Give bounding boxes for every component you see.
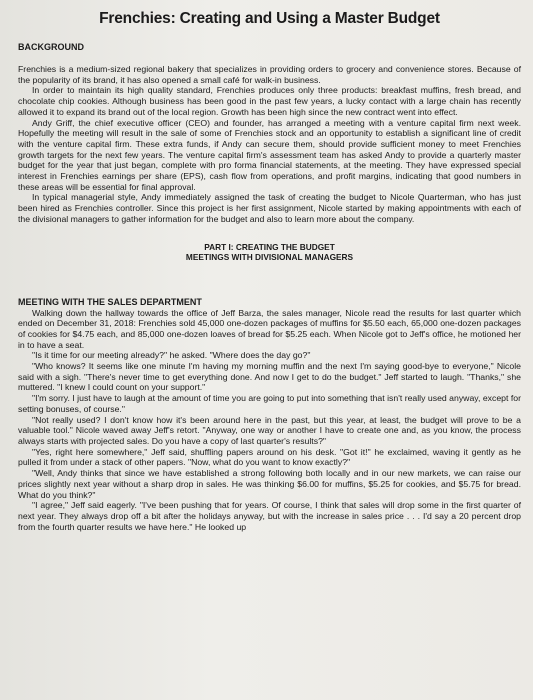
part-subtitle: MEETINGS WITH DIVISIONAL MANAGERS [185,252,354,263]
background-paragraph: Frenchies is a medium-sized regional bakery that specializes in providing orders to grocery and convenience stores. Because of the popularity of its brand, it has also opened a small café for walk-in business. [18,64,521,85]
sales-paragraph: "Well, Andy thinks that since we have established a strong following both locally and in our new markets, we can raise our prices slightly next year without a sharp drop in sales. He was thinking $6.00 for muffins, $5.25 for cookies, and $5.75 for bread. What do you think?" [18,468,521,500]
part-heading [18,242,521,263]
sales-paragraph: "Is it time for our meeting already?" he asked. "Where does the day go?" [32,350,311,361]
background-heading: BACKGROUND [18,42,84,52]
sales-paragraph: "I agree," Jeff said eagerly. "I've been pushing that for years. Of course, I think that sales will drop some in the first quarter of next year. They always drop off a bit after the holidays anyway, but with the increase in sales price . . . I'd say a 20 percent drop from the fourth quarter results we have here." He looked up [18,500,521,532]
sales-paragraph: Walking down the hallway towards the office of Jeff Barza, the sales manager, Nicole read the results for last quarter which ended on December 31, 2018: Frenchies sold 45,000 one-dozen packages of muffins for $5.50 each, 65,000 one-dozen packages of cookies for $4.75 each, and 85,000 one-dozen loaves of bread for $5.25 each. When Nicole got to Jeff's office, he motioned her in to have a seat. [18,307,521,350]
page-title: Frenchies: Creating and Using a Master Budget [99,10,440,27]
sales-meeting-heading: MEETING WITH THE SALES DEPARTMENT [18,296,202,307]
background-paragraph: In order to maintain its high quality standard, Frenchies produces only three products: breakfast muffins, fresh bread, and chocolate chip cookies. Although business has been good in the past few years, a lucky contact with a large chain has recently allowed it to expand its brand out of the local region. Growth has been high since the new contract went into effect. [18,85,521,117]
background-paragraph: Andy Griff, the chief executive officer (CEO) and founder, has arranged a meeting with a venture capital firm next week. Hopefully the meeting will result in the sale of some of Frenchies stock and an opportunity to establish a significant line of credit with the venture capital firm. These extra funds, if Andy can secure them, should provide sufficient money to meet Frenchies growth targets for the next few years. The venture capital firm's assessment team has asked Andy to provide a quarterly master budget for the year that just began, complete with pro forma financial statements, at the meeting. They have expressed special interest in Frenchies earnings per share (EPS), cash flow from operations, and profit margins, indicating that good numbers in these areas will be essential for final approval. [18,117,521,192]
sales-paragraph: "I'm sorry. I just have to laugh at the amount of time you are going to put into something that isn't really used anyway, except for setting bonuses, of course." [18,393,521,414]
background-paragraph: In typical managerial style, Andy immediately assigned the task of creating the budget to Nicole Quarterman, who has just been hired as Frenchies controller. Since this project is her first assignment, Nicole started by making appointments with each of the divisional managers to gather information for the budget and also to learn more about the company. [18,192,521,224]
sales-paragraph: "Yes, right here somewhere," Jeff said, shuffling papers around on his desk. "Got it!" he exclaimed, waving it gently as he pulled it from under a stack of other papers. "Now, what do you want to know exactly?" [18,446,521,468]
sales-paragraph: "Not really used? I don't know how it's been around here in the past, but this year, at least, the budget will prove to be a valuable tool." Nicole waved away Jeff's retort. "Anyway, one way or another I have to create one and, as you know, the process always starts with projected sales. Do you have a copy of last quarter's results?" [18,414,521,446]
sales-paragraph: "Who knows? It seems like one minute I'm having my morning muffin and the next I'm saying good-bye to everyone," Nicole said with a sigh. "There's never time to get everything done. And now I get to do the budget." Jeff started to laugh. "Thanks," she muttered. "I knew I could count on your support." [18,361,521,393]
part-title: PART I: CREATING THE BUDGET [204,241,335,252]
